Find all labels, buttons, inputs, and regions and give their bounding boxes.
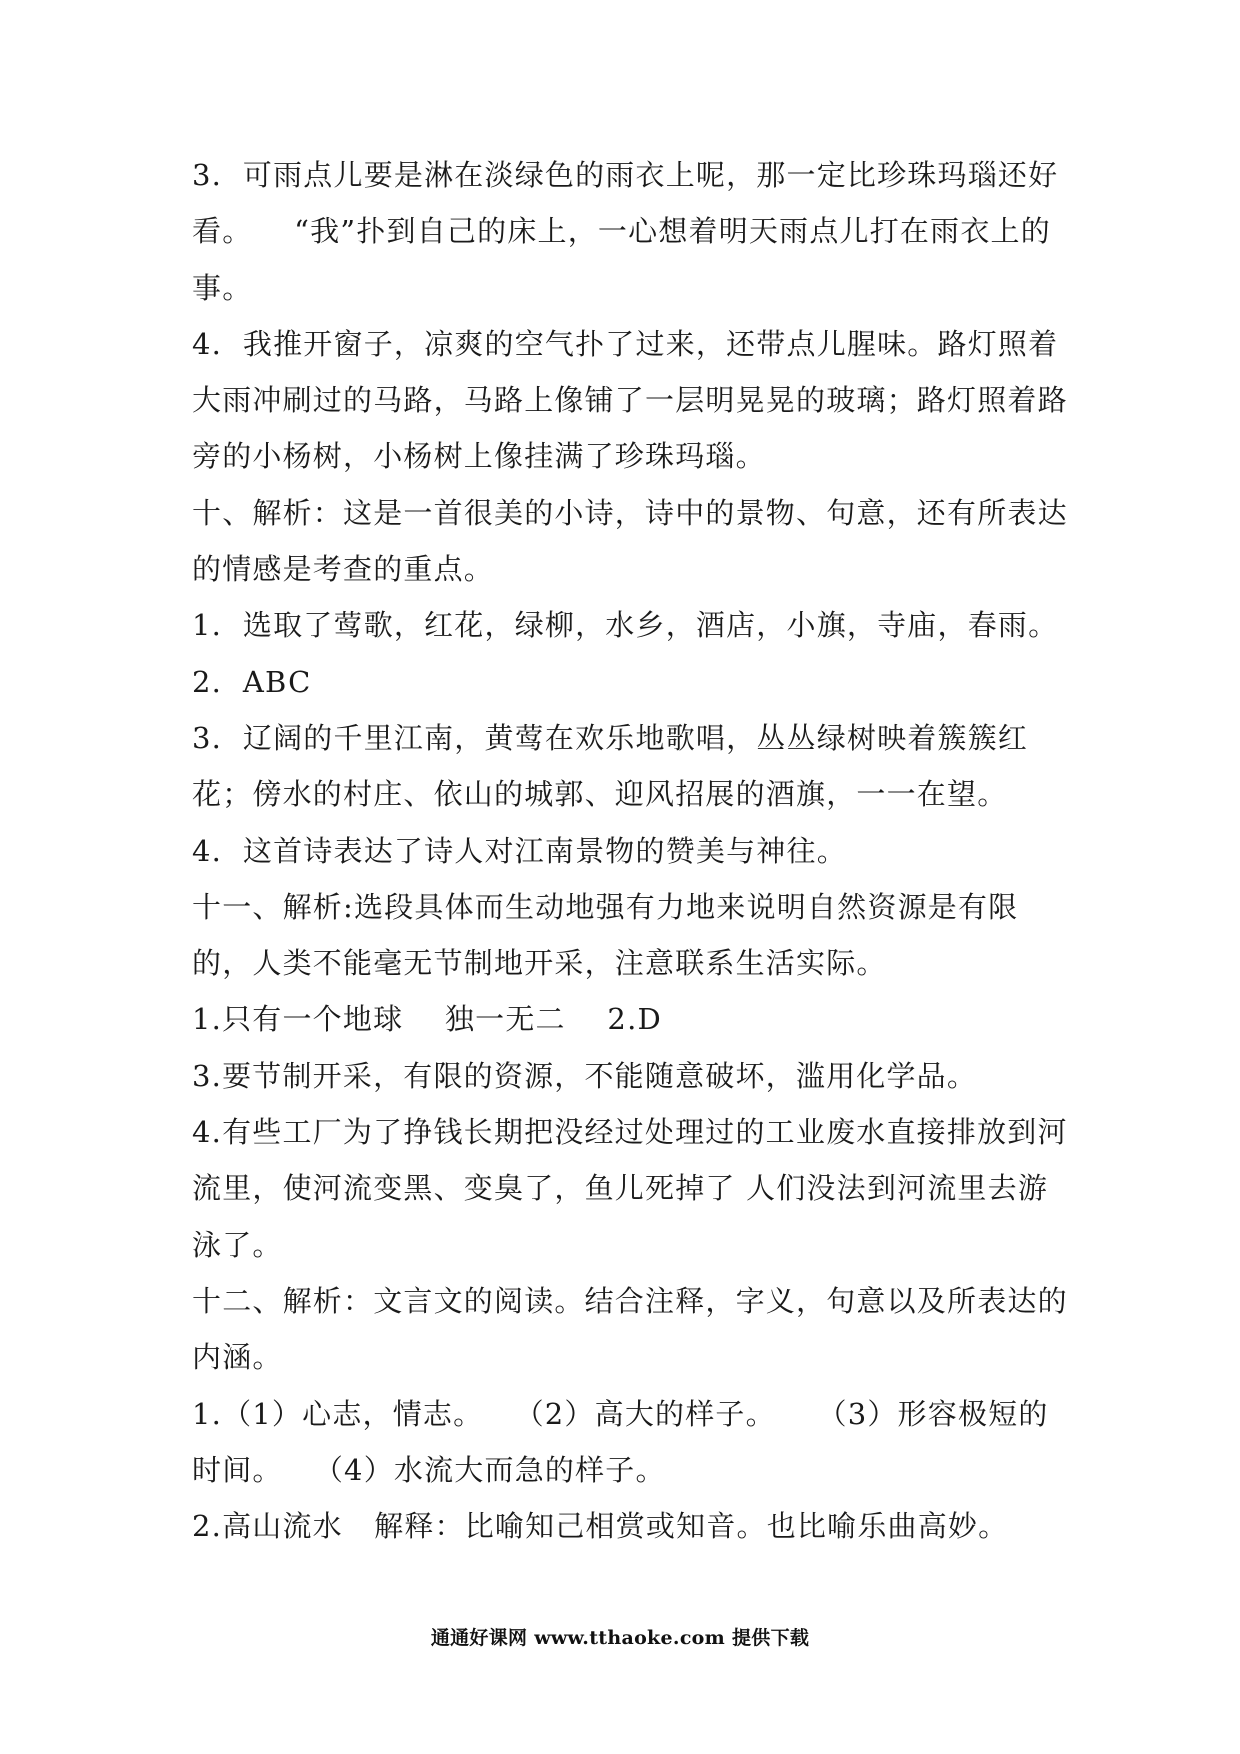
answer-paragraph: 1.（1）心志，情志。 （2）高大的样子。 （3）形容极短的时间。 （4）水流大而急的样子。	[192, 1396, 1049, 1487]
section-heading-paragraph: 十、解析：这是一首很美的小诗，诗中的景物、句意，还有所表达的情感是考查的重点。	[192, 495, 1068, 587]
answer-paragraph: 4. 我推开窗子，凉爽的空气扑了过来，还带点儿腥味。路灯照着大雨冲刷过的马路，马路上像铺了一层明晃晃的玻璃；路灯照着路旁的小杨树，小杨树上像挂满了珍珠玛瑙。	[192, 326, 1068, 474]
answer-paragraph: 4.有些工厂为了挣钱长期把没经过处理过的工业废水直接排放到河流里，使河流变黑、变臭了，鱼儿死掉了 人们没法到河流里去游泳了。	[192, 1115, 1068, 1262]
answer-paragraph: 3.要节制开采，有限的资源，不能随意破坏，滥用化学品。	[192, 1058, 978, 1093]
answer-paragraph: 2. ABC	[192, 664, 312, 699]
answer-paragraph: 2.高山流水 解释：比喻知己相赏或知音。也比喻乐曲高妙。	[192, 1509, 1009, 1544]
answer-paragraph: 1. 选取了莺歌，红花，绿柳，水乡，酒店，小旗，寺庙，春雨。	[192, 608, 1059, 643]
document-body	[192, 147, 1072, 1554]
answer-paragraph: 4. 这首诗表达了诗人对江南景物的赞美与神往。	[192, 833, 847, 868]
section-heading-paragraph: 十二、解析：文言文的阅读。结合注释，字义，句意以及所表达的内涵。	[192, 1283, 1068, 1375]
answer-paragraph: 3. 可雨点儿要是淋在淡绿色的雨衣上呢，那一定比珍珠玛瑙还好看。 “我”扑到自己的床上，一心想着明天雨点儿打在雨衣上的事。	[192, 158, 1059, 305]
answer-paragraph: 1.只有一个地球 独一无二 2.D	[192, 1002, 662, 1037]
footer-download-note: 通通好课网 www.tthaoke.com 提供下载	[430, 1627, 810, 1649]
answer-paragraph: 3. 辽阔的千里江南，黄莺在欢乐地歌唱，丛丛绿树映着簇簇红花；傍水的村庄、依山的城郭、迎风招展的酒旗，一一在望。	[192, 720, 1029, 812]
section-heading-paragraph: 十一、解析:选段具体而生动地强有力地来说明自然资源是有限的，人类不能毫无节制地开采，注意联系生活实际。	[192, 889, 1019, 981]
